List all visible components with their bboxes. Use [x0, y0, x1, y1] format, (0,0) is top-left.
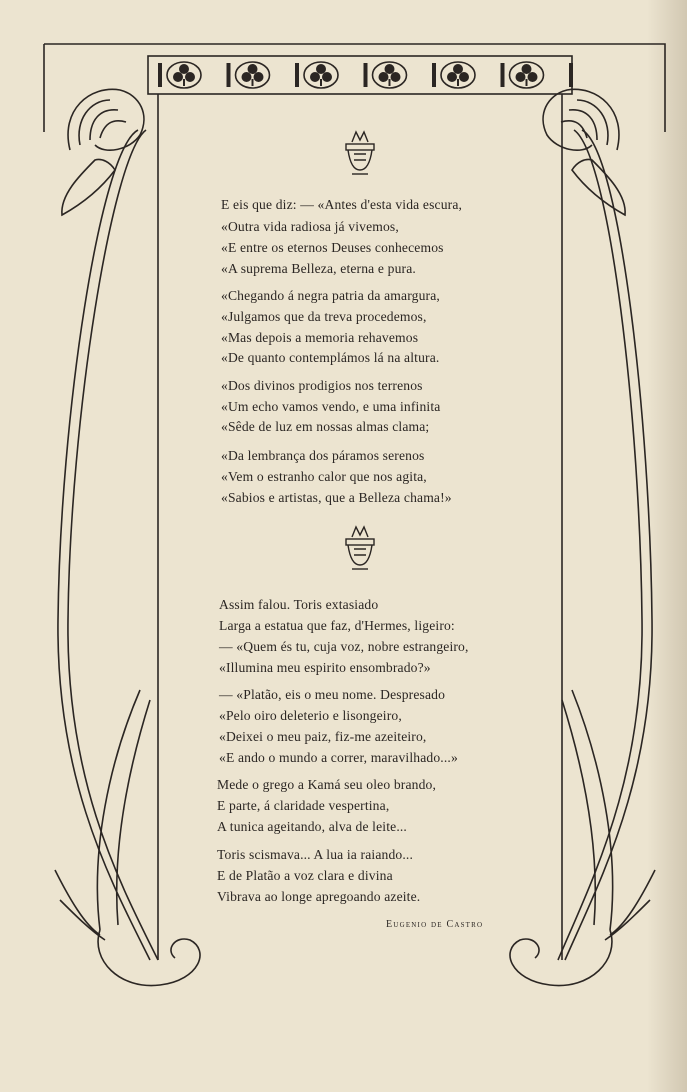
poem-line: E parte, á claridade vespertina, — [217, 798, 390, 813]
poem-line: «Illumina meu espirito ensombrado?» — [219, 660, 431, 675]
urn-ornament-top — [340, 130, 380, 180]
poem-line: «A suprema Belleza, eterna e pura. — [221, 261, 416, 276]
poem-line: «De quanto contemplámos lá na altura. — [221, 350, 440, 365]
poem-line: — «Quem és tu, cuja voz, nobre estrangeiro, — [219, 639, 469, 654]
poem-line: E eis que diz: — «Antes d'esta vida escura, — [221, 197, 463, 212]
poem-line: «Mas depois a memoria rehavemos — [221, 330, 419, 345]
poem-line: «Sabios e artistas, que a Belleza chama!» — [221, 490, 452, 505]
poem-line: «E ando o mundo a correr, maravilhado...» — [219, 750, 458, 765]
poem-line: «Vem o estranho calor que nos agita, — [221, 469, 427, 484]
poem-line: E de Platão a voz clara e divina — [217, 868, 393, 883]
poem-line: «Outra vida radiosa já vivemos, — [221, 219, 399, 234]
poem-line: «Julgamos que da treva procedemos, — [221, 309, 427, 324]
poem-line: Assim falou. Toris extasiado — [219, 597, 379, 612]
frieze-end-bar — [569, 63, 573, 87]
poem-line: «Dos divinos prodigios nos terrenos — [221, 378, 423, 393]
poem-line: «Deixei o meu paiz, fiz-me azeiteiro, — [219, 729, 427, 744]
poem-line: Vibrava ao longe apregoando azeite. — [217, 889, 421, 904]
poem-line: «Chegando á negra patria da amargura, — [221, 288, 440, 303]
poem-line: A tunica ageitando, alva de leite... — [217, 819, 407, 834]
poem-line: «E entre os eternos Deuses conhecemos — [221, 240, 444, 255]
poem-line: Toris scismava... A lua ia raiando... — [217, 847, 414, 862]
poem-line: «Sêde de luz em nossas almas clama; — [221, 419, 430, 434]
poem-line: — «Platão, eis o meu nome. Despresado — [219, 687, 446, 702]
poem-line: «Da lembrança dos páramos serenos — [221, 448, 425, 463]
author-signature: Eugenio de Castro — [386, 919, 484, 930]
urn-ornament-middle — [340, 524, 380, 576]
poem-line: «Um echo vamos vendo, e uma infinita — [221, 399, 441, 414]
poem-line: Larga a estatua que faz, d'Hermes, ligeiro: — [219, 618, 455, 633]
poem-line: «Pelo oiro deleterio e lisongeiro, — [219, 708, 402, 723]
poem-line: Mede o grego a Kamá seu oleo brando, — [217, 777, 437, 792]
